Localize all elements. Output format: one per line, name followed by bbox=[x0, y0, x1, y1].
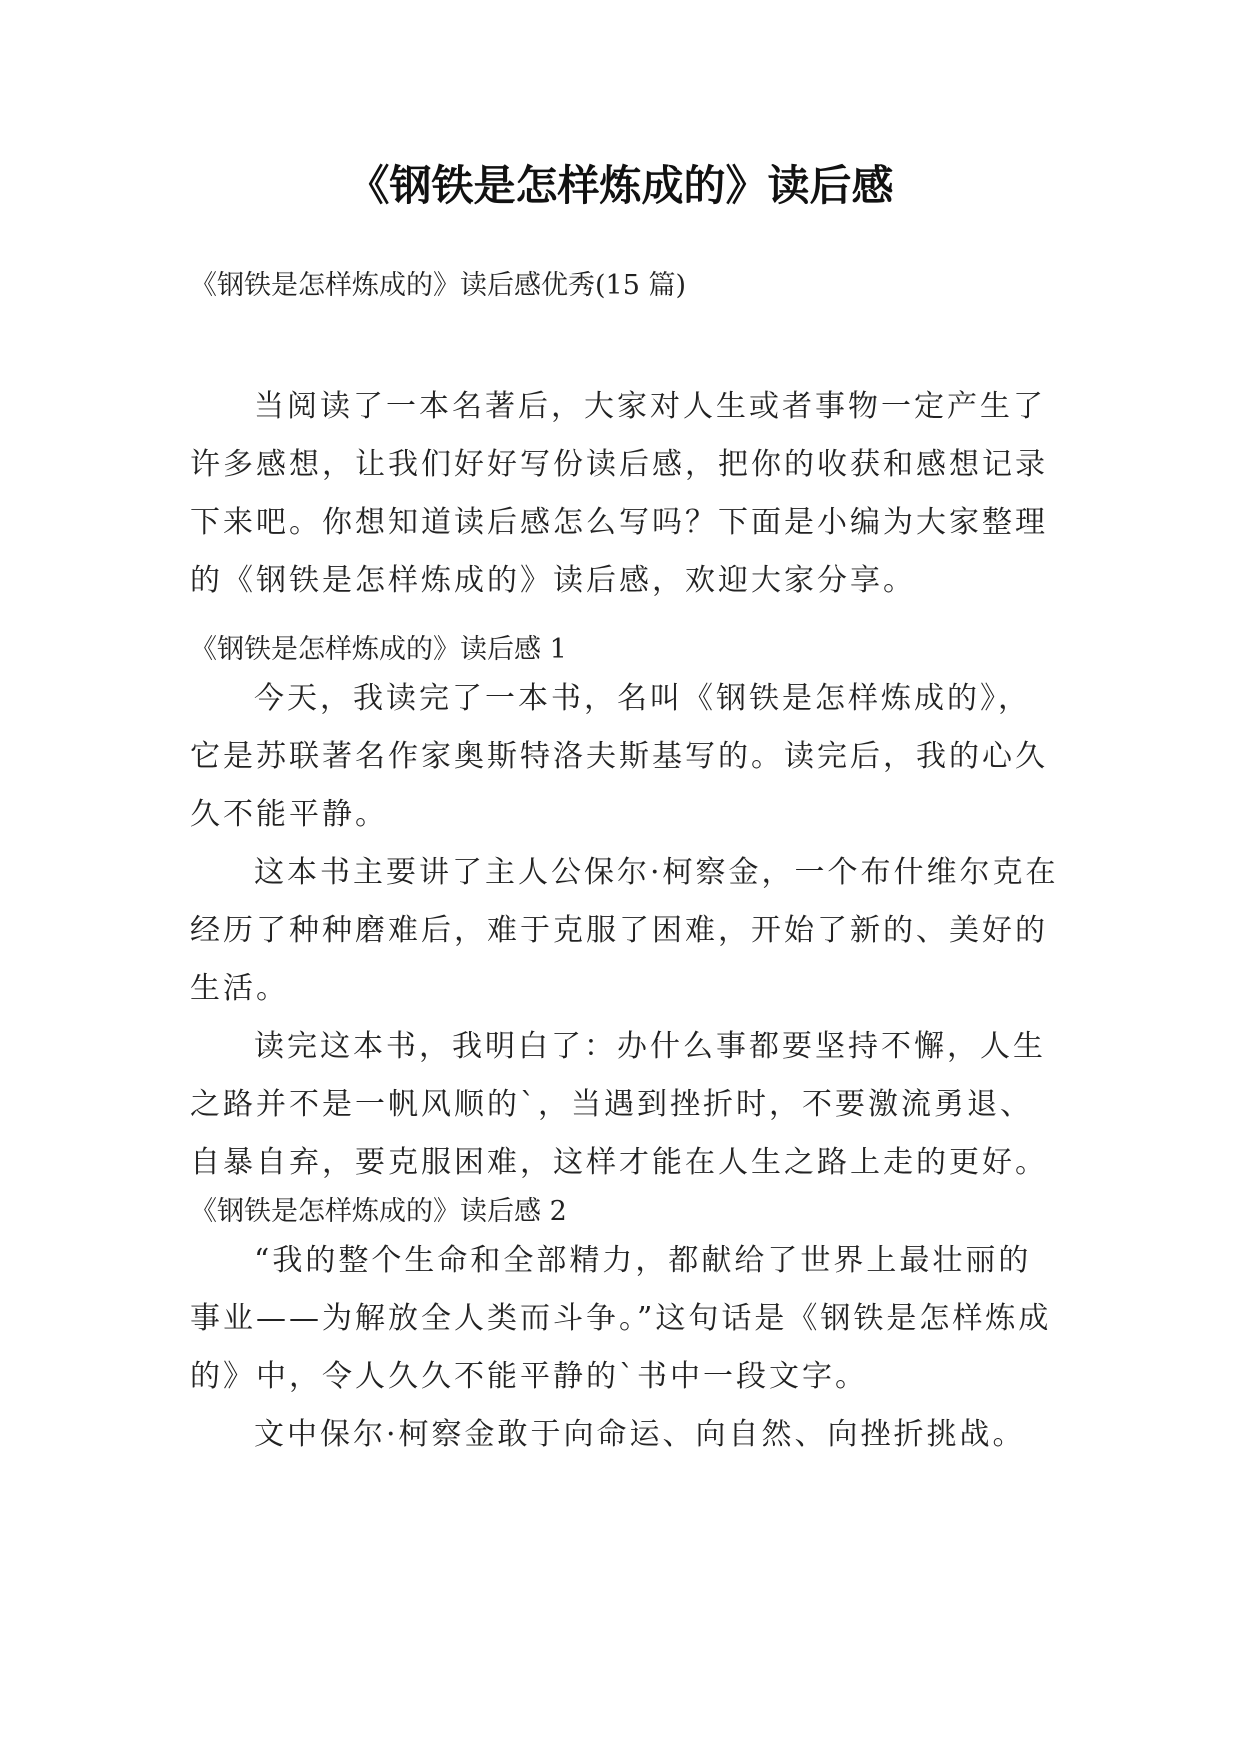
section-2-paragraph-2: 文中保尔·柯察金敢于向命运、向自然、向挫折挑战。 bbox=[254, 1417, 1026, 1452]
intro-block bbox=[190, 378, 1060, 610]
section-2-heading: 《钢铁是怎样炼成的》读后感 2 bbox=[190, 1196, 567, 1227]
section-1-paragraph-2: 这本书主要讲了主人公保尔·柯察金，一个布什维尔克在经历了种种磨难后，难于克服了困难，开始了新的、美好的生活。 bbox=[190, 855, 1059, 1006]
section-1-paragraph-1: 今天，我读完了一本书，名叫《钢铁是怎样炼成的》，它是苏联著名作家奥斯特洛夫斯基写的。读完后，我的心久久不能平静。 bbox=[190, 681, 1048, 832]
document-title: 《钢铁是怎样炼成的》读后感 bbox=[347, 161, 894, 210]
section-1 bbox=[190, 630, 1060, 1464]
section-1-heading: 《钢铁是怎样炼成的》读后感 1 bbox=[190, 634, 567, 665]
section-2-paragraph-1: “我的整个生命和全部精力，都献给了世界上最壮丽的事业——为解放全人类而斗争。”这句话是《钢铁是怎样炼成的》中，令人久久不能平静的`书中一段文字。 bbox=[190, 1243, 1052, 1394]
section-1-paragraph-3: 读完这本书，我明白了：办什么事都要坚持不懈，人生之路并不是一帆风顺的`，当遇到挫折时，不要激流勇退、自暴自弃，要克服困难，这样才能在人生之路上走的更好。 bbox=[190, 1029, 1048, 1180]
intro-paragraph: 当阅读了一本名著后，大家对人生或者事物一定产生了许多感想，让我们好好写份读后感，把你的收获和感想记录下来吧。你想知道读后感怎么写吗？下面是小编为大家整理的《钢铁是怎样炼成的》读后感，欢迎大家分享。 bbox=[190, 389, 1048, 598]
document-subtitle: 《钢铁是怎样炼成的》读后感优秀(15 篇) bbox=[190, 270, 687, 301]
